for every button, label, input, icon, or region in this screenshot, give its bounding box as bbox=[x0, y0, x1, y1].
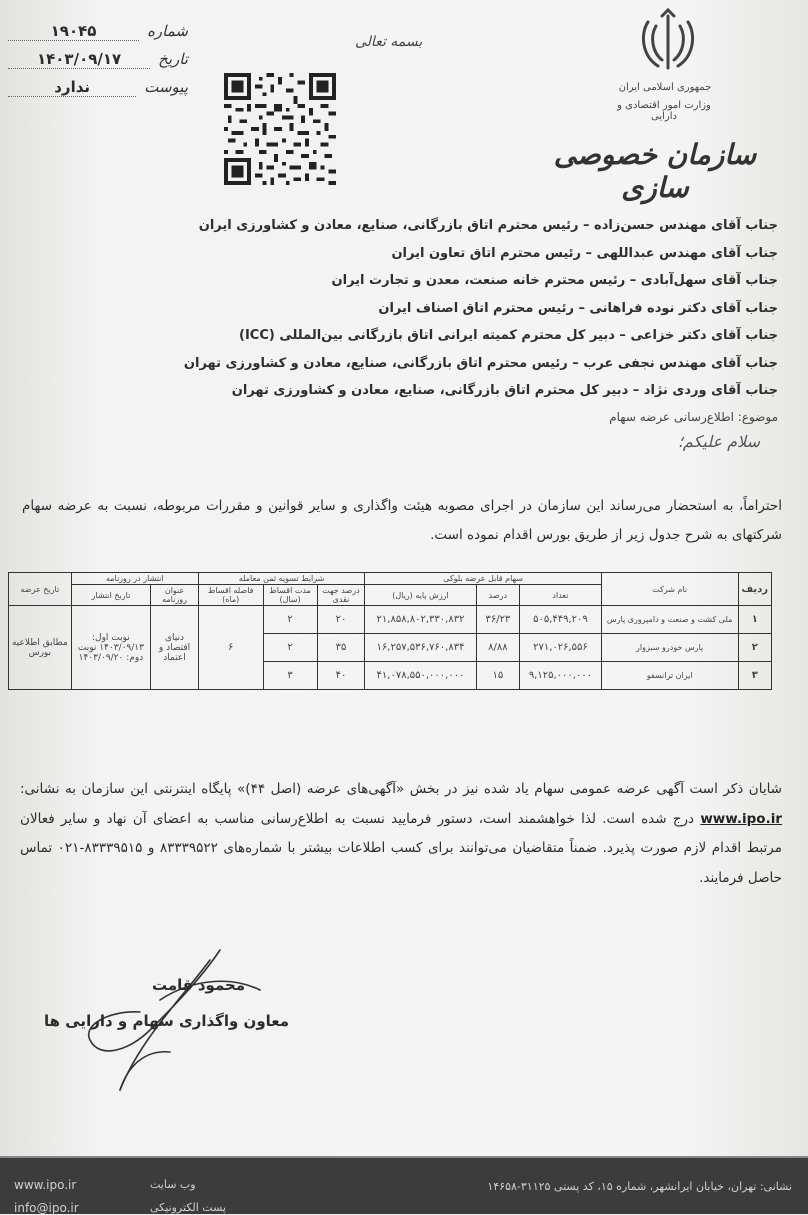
besmeh: بسمه تعالی bbox=[355, 34, 423, 50]
col-company-header: نام شرکت bbox=[601, 573, 738, 606]
installment-years: ۳ bbox=[263, 662, 317, 690]
footer-website-label: وب سایت bbox=[150, 1178, 196, 1191]
signer-role: معاون واگذاری سهام و دارایی ها bbox=[44, 1012, 290, 1030]
footer-address: نشانی: تهران، خیابان ایرانشهر، شماره ۱۵، کد پستی ۳۱۱۲۵-۱۴۶۵۸ bbox=[487, 1180, 792, 1193]
col-row-header: ردیف bbox=[738, 573, 771, 606]
company-name: ملی کشت و صنعت و دامپروری پارس bbox=[601, 606, 738, 634]
greeting: سلام علیکم؛ bbox=[677, 432, 760, 451]
share-count: ۲۷۱,۰۲۶,۵۵۶ bbox=[520, 634, 602, 662]
table-header-row bbox=[9, 573, 772, 585]
recipient-line: جناب آقای مهندس حسن‌زاده – رئیس محترم اتاق بازرگانی، صنایع، معادن و کشاورزی ایران bbox=[198, 218, 778, 233]
recipient-line: جناب آقای وردی نژاد – دبیر کل محترم اتاق بازرگانی، صنایع، معادن و کشاورزی تهران bbox=[231, 383, 778, 398]
base-value: ۱۶,۲۵۷,۵۳۶,۷۶۰,۸۳۴ bbox=[365, 634, 476, 662]
subject-line: موضوع: اطلاع‌رسانی عرضه سهام bbox=[609, 410, 778, 424]
recipient-line: جناب آقای دکتر خزاعی – دبیر کل محترم کمیته ایرانی اتاق بازرگانی بین‌المللی (ICC) bbox=[239, 328, 778, 343]
cash-percent: ۳۵ bbox=[317, 634, 365, 662]
date-label: تاریخ bbox=[158, 50, 188, 68]
cash-percent: ۲۰ bbox=[317, 606, 365, 634]
col-years-header: مدت اقساط (سال) bbox=[263, 585, 317, 606]
iran-emblem-icon bbox=[636, 8, 700, 74]
number-value: ۱۹۰۴۵ bbox=[8, 22, 139, 41]
meta-date-row bbox=[8, 50, 188, 78]
installment-years: ۲ bbox=[263, 634, 317, 662]
letter-meta bbox=[8, 22, 188, 106]
recipients-list bbox=[183, 212, 778, 405]
cash-percent: ۴۰ bbox=[317, 662, 365, 690]
share-percent: ۳۶/۲۳ bbox=[476, 606, 519, 634]
col-cash-header: درصد جهت نقدی bbox=[317, 585, 365, 606]
col-percent-header: درصد bbox=[476, 585, 519, 606]
qr-code-icon bbox=[224, 73, 336, 185]
website-link[interactable]: www.ipo.ir bbox=[700, 810, 782, 827]
installment-years: ۲ bbox=[263, 606, 317, 634]
row-number: ۳ bbox=[738, 662, 771, 690]
block-header: سهام قابل عرضه بلوکی bbox=[365, 573, 601, 585]
col-base-value-header: ارزش پایه (ریال) bbox=[365, 585, 476, 606]
number-label: شماره bbox=[147, 22, 188, 40]
col-offer-date-header: تاریخ عرضه bbox=[9, 573, 72, 606]
notice-text-1: شایان ذکر است آگهی عرضه عمومی سهام یاد شده نیز در بخش «آگهی‌های عرضه (اصل ۴۴)» پایگاه اینترنتی این سازمان به نشانی: bbox=[20, 781, 782, 797]
share-percent: ۸/۸۸ bbox=[476, 634, 519, 662]
meta-attachment-row bbox=[8, 78, 188, 106]
footer-website[interactable]: www.ipo.ir bbox=[14, 1178, 77, 1192]
attachment-value: ندارد bbox=[8, 78, 136, 97]
recipient-line: جناب آقای دکتر نوده فراهانی – رئیس محترم اتاق اصناف ایران bbox=[378, 300, 778, 316]
footer-email-label: پست الکترونیکی bbox=[150, 1201, 226, 1214]
installment-interval: ۶ bbox=[198, 606, 263, 690]
company-name: ایران ترانسفو bbox=[601, 662, 738, 690]
intro-paragraph: احتراماً، به استحضار می‌رساند این سازمان در اجرای مصوبه هیئت واگذاری و سایر قوانین و مقررات مربوطه، نسبت به عرضه سهام شرکتهای به شرح جدول زیر از طریق بورس اقدام نموده است. bbox=[22, 498, 782, 543]
publish-group-header: انتشار در روزنامه bbox=[71, 573, 198, 585]
org-title: سازمان خصوصی سازی bbox=[553, 138, 757, 204]
share-percent: ۱۵ bbox=[476, 662, 519, 690]
col-newspaper-header: عنوان روزنامه bbox=[151, 585, 199, 606]
newspaper-name: دنیای اقتصاد و اعتماد bbox=[151, 606, 199, 690]
notice-text-2: درج شده است. لذا خواهشمند است، دستور فرمایید نسبت به اطلاع‌رسانی مناسب به اعضای آن نهاد و سایر فعالان مرتبط اقدام لازم صورت پذیرد. ضمناً متقاضیان می‌توانند برای کسب اطلاعات بیشتر با شماره‌های ۸۳۳۳۹۵۲۲ و ۸۳۳۳۹۵۱۵-۰۲۱ تماس حاصل فرمایند. bbox=[20, 810, 782, 886]
col-count-header: تعداد bbox=[520, 585, 602, 606]
base-value: ۲۱,۸۵۸,۸۰۲,۳۳۰,۸۳۲ bbox=[365, 606, 476, 634]
signer-name: محمود قامت bbox=[152, 976, 246, 994]
date-value: ۱۴۰۳/۰۹/۱۷ bbox=[8, 50, 150, 69]
attachment-label: پیوست bbox=[144, 78, 188, 96]
col-interval-header: فاصله اقساط (ماه) bbox=[198, 585, 263, 606]
recipient-line: جناب آقای مهندس عبداللهی – رئیس محترم اتاق تعاون ایران bbox=[391, 245, 778, 261]
footer-email[interactable]: info@ipo.ir bbox=[14, 1201, 79, 1215]
share-count: ۹,۱۲۵,۰۰۰,۰۰۰ bbox=[520, 662, 602, 690]
col-publish-date-header: تاریخ انتشار bbox=[71, 585, 151, 606]
row-number: ۱ bbox=[738, 606, 771, 634]
base-value: ۴۱,۰۷۸,۵۵۰,۰۰۰,۰۰۰ bbox=[365, 662, 476, 690]
company-name: پارس خودرو سبزوار bbox=[601, 634, 738, 662]
meta-number-row bbox=[8, 22, 188, 50]
gov-line-1: جمهوری اسلامی ایران bbox=[618, 82, 712, 93]
shares-table bbox=[8, 572, 772, 690]
row-number: ۲ bbox=[738, 634, 771, 662]
payment-group-header: شرایط تسویه ثمن معامله bbox=[198, 573, 364, 585]
recipient-line: جناب آقای سهل‌آبادی – رئیس محترم خانه صنعت، معدن و تجارت ایران bbox=[331, 273, 778, 288]
share-count: ۵۰۵,۴۴۹,۲۰۹ bbox=[520, 606, 602, 634]
notice-paragraph bbox=[20, 775, 782, 893]
table-row bbox=[9, 606, 772, 634]
gov-line-2: وزارت امور اقتصادی و دارایی bbox=[617, 100, 711, 122]
recipient-line: جناب آقای مهندس نجفی عرب – رئیس محترم اتاق بازرگانی، صنایع، معادن و کشاورزی تهران bbox=[183, 355, 778, 371]
publish-dates: نوبت اول: ۱۴۰۳/۰۹/۱۳ نوبت دوم: ۱۴۰۳/۰۹/۲۰ bbox=[71, 606, 151, 690]
offer-date: مطابق اطلاعیه بورس bbox=[9, 606, 72, 690]
